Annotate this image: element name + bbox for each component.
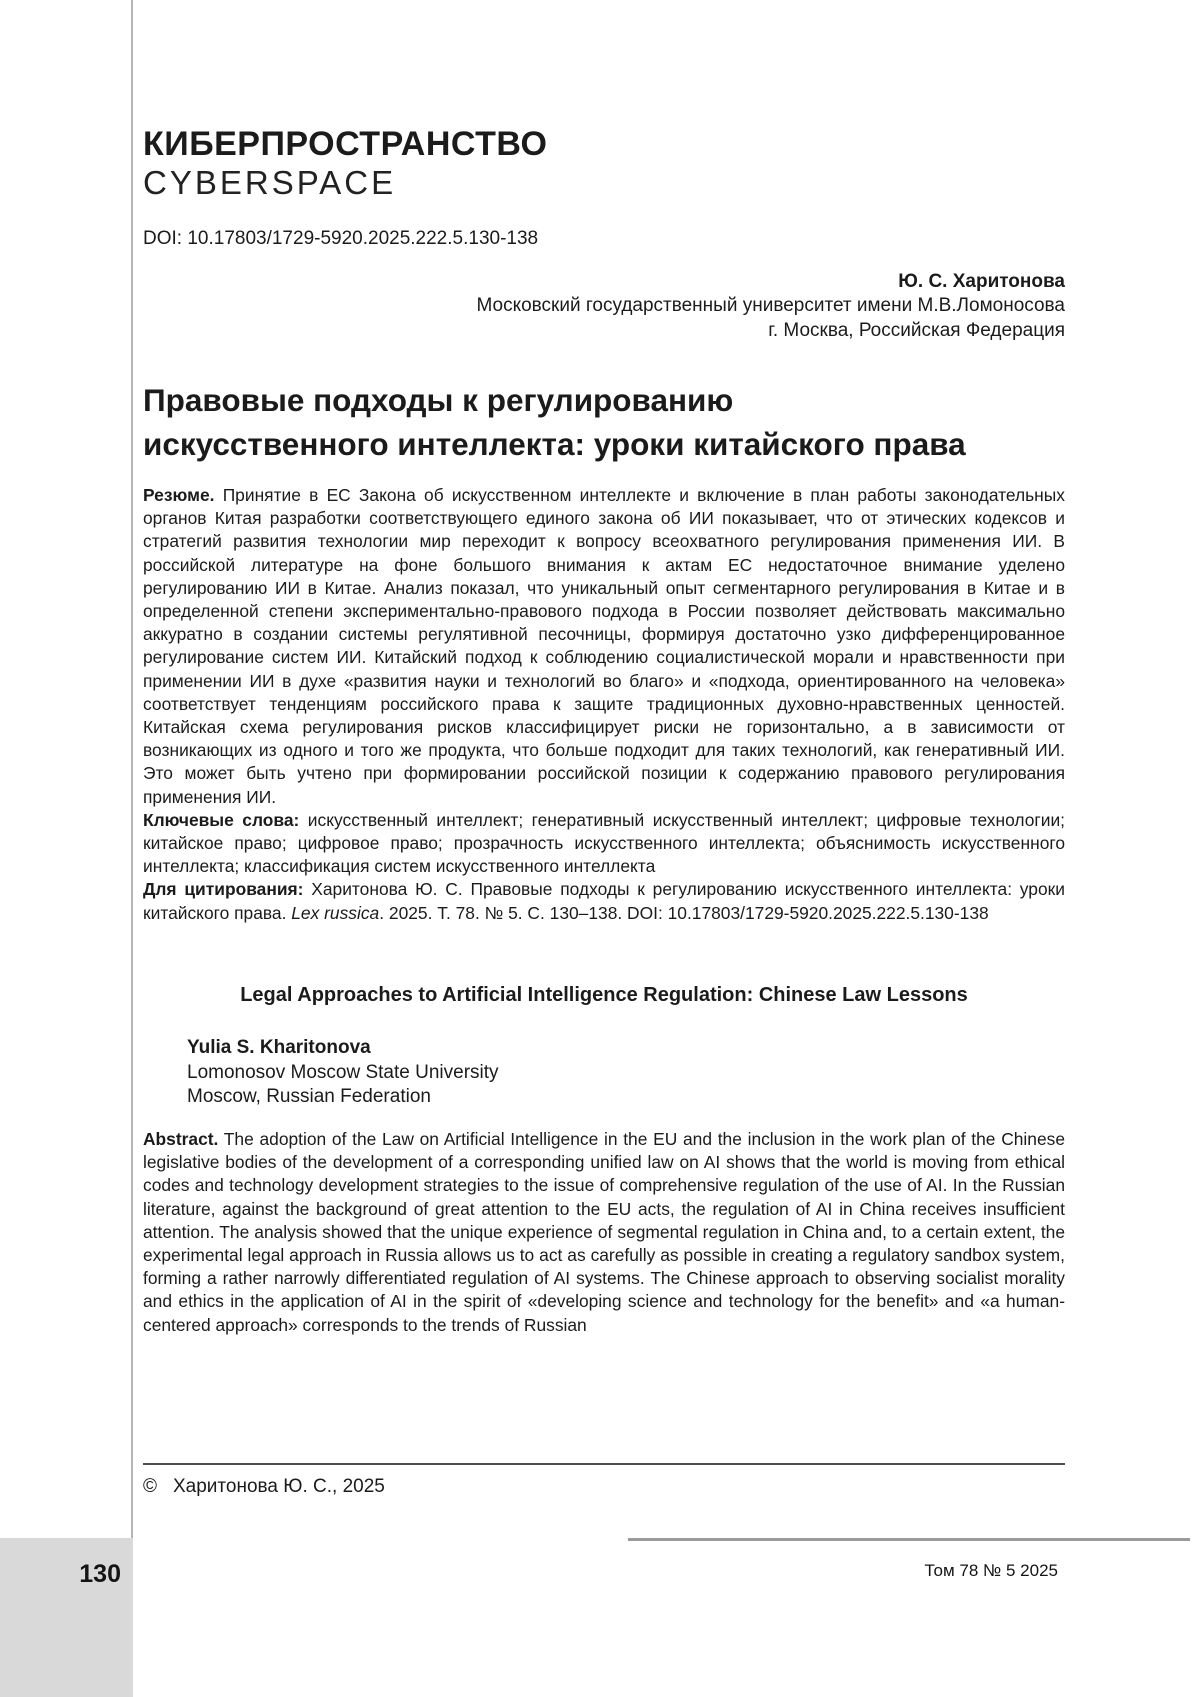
- article-title-ru-line1: Правовые подходы к регулированию: [143, 382, 734, 418]
- citation-text-after: . 2025. Т. 78. № 5. С. 130–138. DOI: 10.17803/1729-5920.2025.222.5.130-138: [379, 902, 989, 923]
- abstract-en-label: Abstract.: [143, 1129, 219, 1149]
- abstract-ru-label: Резюме.: [143, 485, 215, 505]
- article-title-ru: [143, 378, 1065, 466]
- abstract-en-text: The adoption of the Law on Artificial Intelligence in the EU and the inclusion in the work plan of the Chinese legislative bodies of the development of a corresponding unified law on AI shows that the world is moving from ethical codes and technology development strategies to the issue of comprehensive regulation of the use of AI. In the Russian literature, against the background of great attention to the EU acts, the regulation of AI in China receives insufficient attention. The analysis showed that the unique experience of segmental regulation in China and, to a certain extent, the experimental legal approach in Russia allows us to act as carefully as possible in creating a regulatory sandbox system, forming a rather narrowly differentiated regulation of AI systems. The Chinese approach to observing socialist morality and ethics in the application of AI in the spirit of «developing science and technology for the benefit» and «a human-centered approach» corresponds to the trends of Russian: [143, 1129, 1065, 1335]
- citation-paragraph: [143, 878, 1065, 924]
- copyright-line: [143, 1463, 1065, 1498]
- author-block-ru: [143, 270, 1065, 343]
- meta-block-ru: [143, 484, 1065, 925]
- abstract-ru-text: Принятие в ЕС Закона об искусственном интеллекте и включение в план работы законодательных органов Китая разработки соответствующего единого закона об ИИ показывает, что от этических кодексов и стратегий развития технологии мир переходит к вопросу всеохватного регулирования применения ИИ. В российской литературе на фоне большого внимания к актам ЕС недостаточное внимание уделено регулированию ИИ в Китае. Анализ показал, что уникальный опыт сегментарного регулирования в Китае и в определенной степени экспериментально-правового подхода в России позволяет действовать максимально аккуратно в создании системы регулятивной песочницы, формируя достаточно узко дифференцированное регулирование систем ИИ. Китайский подход к соблюдению социалистической морали и нравственности при применении ИИ в духе «развития науки и технологий во благо» и «подхода, ориентированного на человека» соответствует тенденциям российского права к защите традиционных духовно-нравственных ценностей. Китайская схема регулирования рисков классифицирует риски не горизонтально, а в зависимости от возникающих из одного и того же продукта, что больше подходит для таких технологий, как генеративный ИИ. Это может быть учтено при формировании российской позиции к содержанию правового регулирования применения ИИ.: [143, 485, 1065, 807]
- rubric-title-en: CYBERSPACE: [143, 164, 397, 202]
- doi-line: DOI: 10.17803/1729-5920.2025.222.5.130-138: [143, 228, 539, 249]
- author-name-en: Yulia S. Kharitonova: [187, 1037, 371, 1058]
- citation-journal-italic: Lex russica: [291, 902, 380, 923]
- abstract-en-block: [143, 1128, 1065, 1337]
- article-title-en: Legal Approaches to Artificial Intelligence Regulation: Chinese Law Lessons: [240, 984, 968, 1006]
- author-affiliation-en: Lomonosov Moscow State University: [187, 1061, 499, 1083]
- page-number: 130: [79, 1560, 121, 1588]
- abstract-ru-paragraph: [143, 484, 1065, 809]
- copyright-symbol: ©: [143, 1476, 157, 1497]
- issue-info: [628, 1538, 1190, 1581]
- rubric-title-ru: КИБЕРПРОСТРАНСТВО: [143, 125, 548, 163]
- keywords-ru-text: искусственный интеллект; генеративный искусственный интеллект; цифровые технологии; китайское право; цифровое право; прозрачность искусственного интеллекта; объяснимость искусственного интеллекта; классификация систем искусственного интеллекта: [143, 809, 1065, 877]
- left-margin-rule: [131, 0, 133, 1539]
- keywords-ru-label: Ключевые слова:: [143, 809, 300, 830]
- citation-text-before: Харитонова Ю. С. Правовые подходы к регулированию искусственного интеллекта: уроки китайского права.: [143, 879, 1065, 923]
- author-location-en: Moscow, Russian Federation: [187, 1086, 431, 1108]
- author-block-en: [187, 1036, 499, 1110]
- keywords-ru-paragraph: [143, 809, 1065, 879]
- citation-label: Для цитирования:: [143, 879, 304, 900]
- article-title-ru-line2: искусственного интеллекта: уроки китайского права: [143, 426, 966, 463]
- copyright-text: Харитонова Ю. С., 2025: [173, 1476, 385, 1497]
- author-location-ru: г. Москва, Российская Федерация: [768, 319, 1065, 341]
- author-name-ru: Ю. С. Харитонова: [898, 271, 1065, 292]
- abstract-en-paragraph: [143, 1128, 1065, 1337]
- rubric-header: [143, 124, 1065, 203]
- author-affiliation-ru: Московский государственный университет имени М.В.Ломоносова: [476, 295, 1065, 317]
- issue-label: Том 78 № 5 2025: [924, 1561, 1058, 1580]
- page-number-box: [0, 1538, 133, 1697]
